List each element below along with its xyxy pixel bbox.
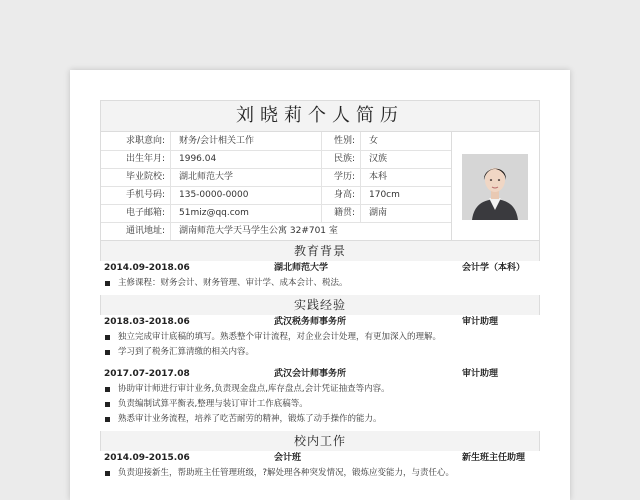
info-label: 手机号码: [101, 186, 171, 204]
info-value: 湖南 [369, 208, 388, 218]
info-row [101, 168, 451, 187]
section-heading-practice: 实践经验 [100, 295, 540, 315]
info-label: 身高: [321, 186, 361, 204]
info-label: 籍贯: [321, 204, 361, 222]
resume-title: 刘晓莉个人简历 [100, 100, 540, 132]
entry-role: 审计助理 [462, 317, 499, 327]
info-value: 135-0000-0000 [179, 190, 249, 200]
entry-date: 2017.07-2017.08 [104, 369, 190, 379]
entry-role: 新生班主任助理 [462, 453, 526, 463]
info-label: 通讯地址: [101, 222, 171, 240]
info-row [101, 150, 451, 169]
info-value: 51miz@qq.com [179, 208, 249, 218]
section-heading-education: 教育背景 [100, 241, 540, 261]
info-row [101, 204, 451, 223]
info-value: 1996.04 [179, 154, 217, 164]
info-label: 求职意向: [101, 132, 171, 150]
info-value: 湖南师范大学天马学生公寓 32#701 室 [179, 226, 338, 236]
entry-date: 2018.03-2018.06 [104, 317, 190, 327]
bullet-item: 熟悉审计业务流程，培养了吃苦耐劳的精神，锻炼了动手操作的能力。 [100, 412, 540, 427]
resume-paper [70, 70, 570, 500]
info-label: 电子邮箱: [101, 204, 171, 222]
portrait-image [462, 154, 528, 220]
entry-date: 2014.09-2018.06 [104, 263, 190, 273]
info-label: 出生年月: [101, 150, 171, 168]
info-row [101, 222, 451, 240]
bullet-item: 主修课程：财务会计、财务管理、审计学、成本会计、税法。 [100, 276, 540, 291]
info-value: 汉族 [369, 154, 388, 164]
section-heading-campus-work: 校内工作 [100, 431, 540, 451]
campus-entry [100, 451, 540, 466]
entry-date: 2014.09-2015.06 [104, 453, 190, 463]
info-value: 170cm [369, 190, 400, 200]
entry-org: 武汉会计师事务所 [274, 369, 347, 379]
info-value: 湖北师范大学 [179, 172, 234, 182]
info-value: 财务/会计相关工作 [179, 136, 255, 146]
education-entry [100, 261, 540, 276]
entry-org: 武汉税务师事务所 [274, 317, 347, 327]
entry-role: 审计助理 [462, 369, 499, 379]
bullet-item: 协助审计师进行审计业务,负责现金盘点,库存盘点,会计凭证抽查等内容。 [100, 382, 540, 397]
info-row [101, 186, 451, 205]
photo-cell [451, 132, 540, 240]
resume-sheet [100, 100, 540, 481]
personal-info-table [100, 132, 540, 241]
entry-role: 会计学（本科） [462, 263, 526, 273]
info-row [101, 132, 451, 151]
info-value: 本科 [369, 172, 388, 182]
practice-entry [100, 315, 540, 330]
entry-org: 湖北师范大学 [274, 263, 329, 273]
info-label: 性别: [321, 132, 361, 150]
entry-org: 会计班 [274, 453, 302, 463]
info-value: 女 [369, 136, 379, 146]
practice-entry [100, 367, 540, 382]
bullet-item: 负责迎接新生，帮助班主任管理班级，?解处理各种突发情况，锻炼应变能力，与责任心。 [100, 466, 540, 481]
profile-photo [462, 154, 528, 220]
info-label: 民族: [321, 150, 361, 168]
bullet-item: 学习到了税务汇算清缴的相关内容。 [100, 345, 540, 360]
info-label: 学历: [321, 168, 361, 186]
bullet-item: 独立完成审计底稿的填写。熟悉整个审计流程，对企业会计处理，有更加深入的理解。 [100, 330, 540, 345]
info-label: 毕业院校: [101, 168, 171, 186]
bullet-item: 负责编制试算平衡表,整理与装订审计工作底稿等。 [100, 397, 540, 412]
